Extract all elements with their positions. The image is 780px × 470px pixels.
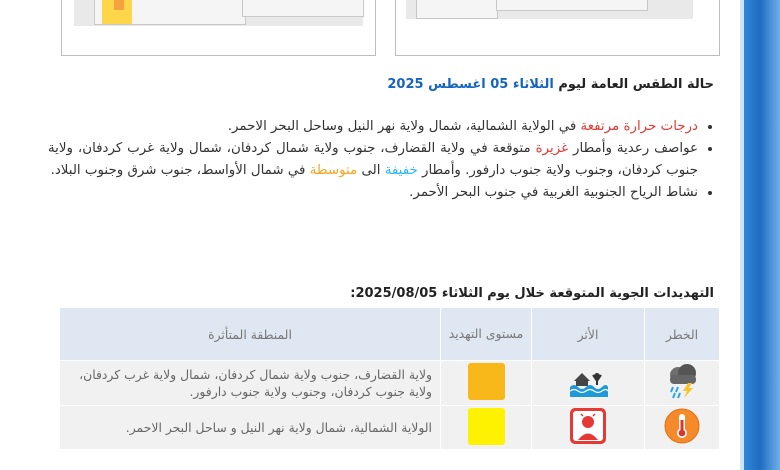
weather-bullet (48, 138, 698, 182)
bullet-text-part: درجات حرارة مرتفعة (580, 119, 698, 134)
page-side-bar (744, 0, 780, 470)
header-impact: الأثر (532, 308, 645, 361)
bullet-text-part: متوسطة (309, 163, 358, 178)
impact-cell (532, 406, 645, 450)
bullet-text-part: خفيفة (384, 163, 418, 178)
bullet-text-part: متوقعة في ولاية القضارف، جنوب ولاية شمال كردفان، شمال ولاية غرب كردفان، ولاية جنوب كردفان، وجنوب ولاية جنوب دارفور. وأمطار (48, 141, 698, 178)
flood-icon (568, 367, 608, 397)
bullet-text-part: عواصف رعدية وأمطار (568, 141, 698, 156)
header-level: مستوى التهديد (441, 308, 532, 361)
weather-title-prefix: حالة الطقس العامة ليوم (558, 77, 714, 92)
threats-table (59, 307, 720, 450)
weather-bullet (48, 182, 698, 204)
threat-level-yellow (468, 408, 505, 445)
heat-stress-person-icon (569, 407, 607, 445)
thermometer-icon (663, 407, 701, 445)
bullet-text-part: نشاط الرياح الجنوبية الغربية في جنوب البحر الأحمر. (409, 185, 698, 200)
table-row (60, 361, 720, 406)
hazard-cell (645, 361, 720, 406)
bullet-text-part: في الولاية الشمالية، شمال ولاية نهر النيل وساحل البحر الاحمر. (227, 119, 581, 134)
header-area: المنطقة المتأثرة (60, 308, 441, 361)
impact-cell (532, 361, 645, 406)
bullet-text-part: الى (357, 163, 385, 178)
weather-document (48, 0, 720, 470)
area-cell: الولاية الشمالية، شمال ولاية نهر النيل و ساحل البحر الاحمر. (60, 406, 441, 450)
threats-title: التهديدات الجوية المتوقعة خلال يوم الثلاثاء 2025/08/05: (350, 286, 714, 301)
header-hazard: الخطر (645, 308, 720, 361)
weather-title-date: الثلاثاء 05 اغسطس 2025 (387, 77, 554, 92)
area-cell: ولاية القضارف، جنوب ولاية شمال كردفان، شمال ولاية غرب كردفان، ولاية جنوب كردفان، وجنوب ولاية جنوب دارفور. (60, 361, 441, 406)
level-cell (441, 361, 532, 406)
threat-level-orange (468, 363, 505, 400)
threats-table-header (60, 308, 720, 361)
bullet-text-part: في شمال الأواسط، جنوب شرق وجنوب البلاد. (50, 163, 310, 178)
level-cell (441, 406, 532, 450)
hazard-cell (645, 406, 720, 450)
weather-status-title (387, 77, 714, 92)
weather-bullet (48, 116, 698, 138)
weather-bullet-list (48, 116, 714, 204)
table-row (60, 406, 720, 450)
bullet-text-part: غزيرة (535, 141, 569, 156)
thunderstorm-rain-icon (662, 363, 702, 401)
